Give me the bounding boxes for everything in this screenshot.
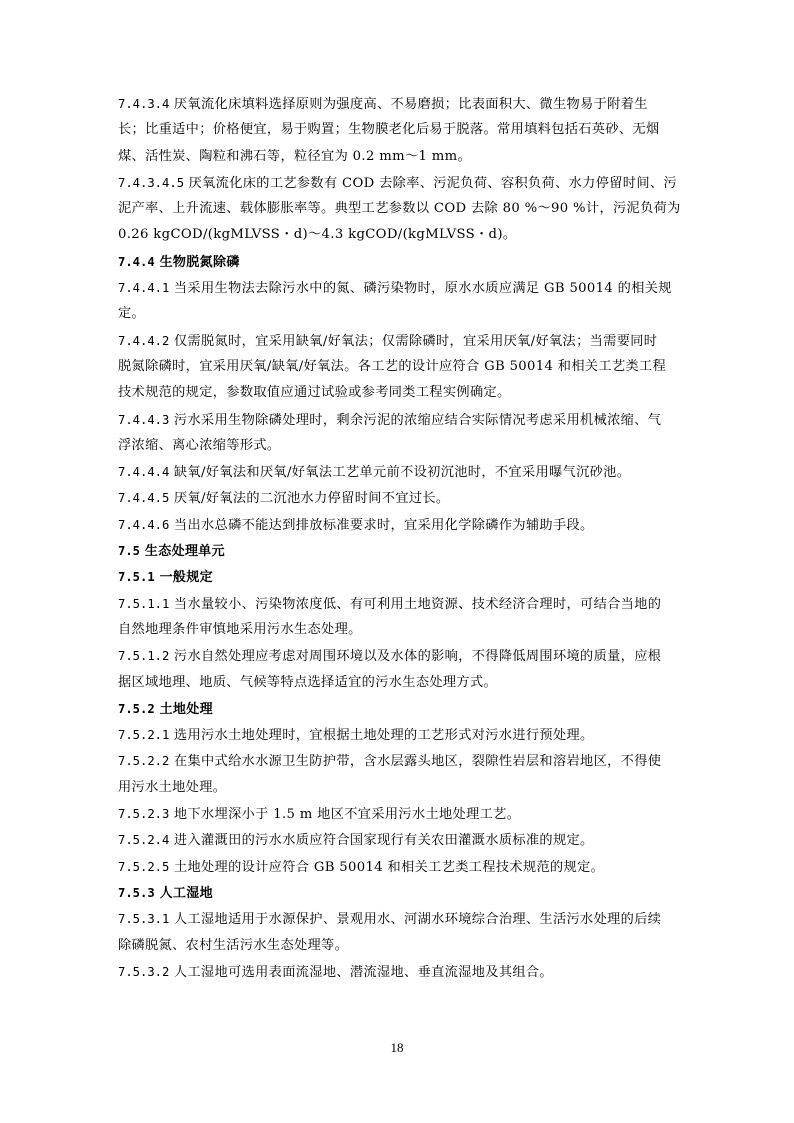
clause-number: 7.5.2 [118, 701, 155, 716]
paragraph-line [118, 722, 681, 748]
line-text: 进入灌溉田的污水水质应符合国家现行有关农田灌溉水质标准的规定。 [173, 833, 594, 849]
line-text: 一般规定 [159, 570, 213, 586]
document-body [118, 91, 681, 985]
section-heading [118, 564, 681, 590]
clause-number: 7.4.4 [118, 254, 155, 269]
clause-number: 7.5.2.1 [118, 728, 170, 743]
paragraph-line [118, 91, 681, 117]
paragraph-line [118, 801, 681, 827]
line-text: 生态处理单元 [144, 544, 226, 560]
clause-number: 7.5.3.1 [118, 912, 170, 927]
paragraph-line [118, 196, 681, 222]
paragraph-line [118, 354, 681, 380]
line-text: 除磷脱氮、农村生活污水生态处理等。 [118, 937, 349, 953]
paragraph-line [118, 328, 681, 354]
paragraph-line [118, 748, 681, 774]
clause-number: 7.5.1.2 [118, 649, 170, 664]
line-text: 脱氮除磷时，宜采用厌氧/缺氧/好氧法。各工艺的设计应符合 GB 50014 和相关工艺类工程 [118, 358, 667, 374]
clause-number: 7.5 [118, 544, 141, 559]
paragraph-line [118, 933, 681, 959]
page-number: 18 [390, 1040, 404, 1055]
clause-number: 7.5.1 [118, 570, 155, 585]
clause-number: 7.4.4.2 [118, 333, 170, 348]
line-text: 浮浓缩、离心浓缩等形式。 [118, 437, 281, 453]
line-text: 厌氧/好氧法的二沉池水力停留时间不宜过长。 [173, 491, 450, 507]
section-heading [118, 880, 681, 906]
clause-number: 7.4.4.4 [118, 465, 170, 480]
line-text: 据区域地理、地质、气候等特点选择适宜的污水生态处理方式。 [118, 674, 498, 690]
paragraph-line [118, 485, 681, 511]
paragraph-line [118, 459, 681, 485]
clause-number: 7.5.2.5 [118, 859, 170, 874]
line-text: 当水量较小、污染物浓度低、有可利用土地资源、技术经济合理时，可结合当地的 [173, 596, 662, 612]
paragraph-line [118, 222, 681, 248]
paragraph-line [118, 643, 681, 669]
line-text: 当采用生物法去除污水中的氮、磷污染物时，原水水质应满足 GB 50014 的相关规 [173, 281, 672, 297]
line-text: 人工湿地适用于水源保护、景观用水、河湖水环境综合治理、生活污水处理的后续 [173, 912, 662, 928]
line-text: 选用污水土地处理时，宜根据土地处理的工艺形式对污水进行预处理。 [173, 728, 594, 744]
paragraph-line [118, 827, 681, 853]
line-text: 土地处理的设计应符合 GB 50014 和相关工艺类工程技术规范的规定。 [173, 859, 605, 875]
paragraph-line [118, 591, 681, 617]
line-text: 土地处理 [159, 701, 213, 717]
paragraph-line [118, 117, 681, 143]
clause-number: 7.4.3.4 [118, 97, 170, 111]
line-text: 在集中式给水水源卫生防护带，含水层露头地区，裂隙性岩层和溶岩地区，不得使 [173, 754, 662, 770]
line-text: 人工湿地可选用表面流湿地、潜流湿地、垂直流湿地及其组合。 [173, 964, 553, 980]
line-text: 自然地理条件审慎地采用污水生态处理。 [118, 621, 362, 637]
line-text: 仅需脱氮时，宜采用缺氧/好氧法；仅需除磷时，宜采用厌氧/好氧法；当需要同时 [173, 333, 658, 349]
clause-number: 7.5.2.2 [118, 754, 170, 769]
clause-number: 7.4.4.3 [118, 412, 170, 427]
paragraph-line [118, 144, 681, 170]
section-heading [118, 696, 681, 722]
line-text: 泥产率、上升流速、载体膨胀率等。典型工艺参数以 COD 去除 80 %～90 %计，污泥负荷为 [118, 201, 681, 217]
line-text: 地下水埋深小于 1.5 m 地区不宜采用污水土地处理工艺。 [173, 807, 521, 823]
line-text: 0.26 kgCOD/(kgMLVSS・d)～4.3 kgCOD/(kgMLVSS・d)。 [118, 227, 517, 243]
paragraph-line [118, 407, 681, 433]
paragraph-line [118, 617, 681, 643]
line-text: 污水自然处理应考虑对周围环境以及水体的影响，不得降低周围环境的质量，应根 [173, 649, 662, 665]
line-text: 技术规范的规定，参数取值应通过试验或参考同类工程实例确定。 [118, 385, 511, 401]
clause-number: 7.5.2.3 [118, 807, 170, 822]
paragraph-line [118, 301, 681, 327]
line-text: 厌氧流化床填料选择原则为强度高、不易磨损；比表面积大、微生物易于附着生 [173, 97, 648, 112]
clause-number: 7.5.3 [118, 885, 155, 900]
line-text: 缺氧/好氧法和厌氧/好氧法工艺单元前不设初沉池时，不宜采用曝气沉砂池。 [173, 465, 631, 481]
clause-number: 7.5.3.2 [118, 964, 170, 979]
line-text: 长；比重适中；价格便宜，易于购置；生物膜老化后易于脱落。常用填料包括石英砂、无烟 [118, 122, 660, 138]
section-heading [118, 538, 681, 564]
line-text: 生物脱氮除磷 [159, 254, 240, 270]
section-heading [118, 249, 681, 275]
paragraph-line [118, 275, 681, 301]
line-text: 厌氧流化床的工艺参数有 COD 去除率、污泥负荷、容积负荷、水力停留时间、污 [188, 175, 677, 191]
line-text: 污水采用生物除磷处理时，剩余污泥的浓缩应结合实际情况考虑采用机械浓缩、气 [173, 412, 662, 428]
line-text: 定。 [118, 306, 146, 322]
clause-number: 7.4.4.1 [118, 281, 170, 296]
line-text: 煤、活性炭、陶粒和沸石等，粒径宜为 0.2 mm～1 mm。 [118, 148, 472, 164]
clause-number: 7.4.4.5 [118, 491, 170, 506]
line-text: 人工湿地 [159, 885, 213, 901]
paragraph-line [118, 854, 681, 880]
clause-number: 7.5.2.4 [118, 833, 170, 848]
clause-number: 7.4.3.4.5 [118, 175, 185, 190]
line-text: 用污水土地处理。 [118, 779, 227, 795]
line-text: 当出水总磷不能达到排放标准要求时，宜采用化学除磷作为辅助手段。 [173, 517, 594, 533]
paragraph-line [118, 670, 681, 696]
paragraph-line [118, 380, 681, 406]
paragraph-line [118, 433, 681, 459]
paragraph-line [118, 959, 681, 985]
clause-number: 7.5.1.1 [118, 596, 170, 611]
clause-number: 7.4.4.6 [118, 517, 170, 532]
paragraph-line [118, 512, 681, 538]
paragraph-line [118, 775, 681, 801]
paragraph-line [118, 170, 681, 196]
paragraph-line [118, 906, 681, 932]
